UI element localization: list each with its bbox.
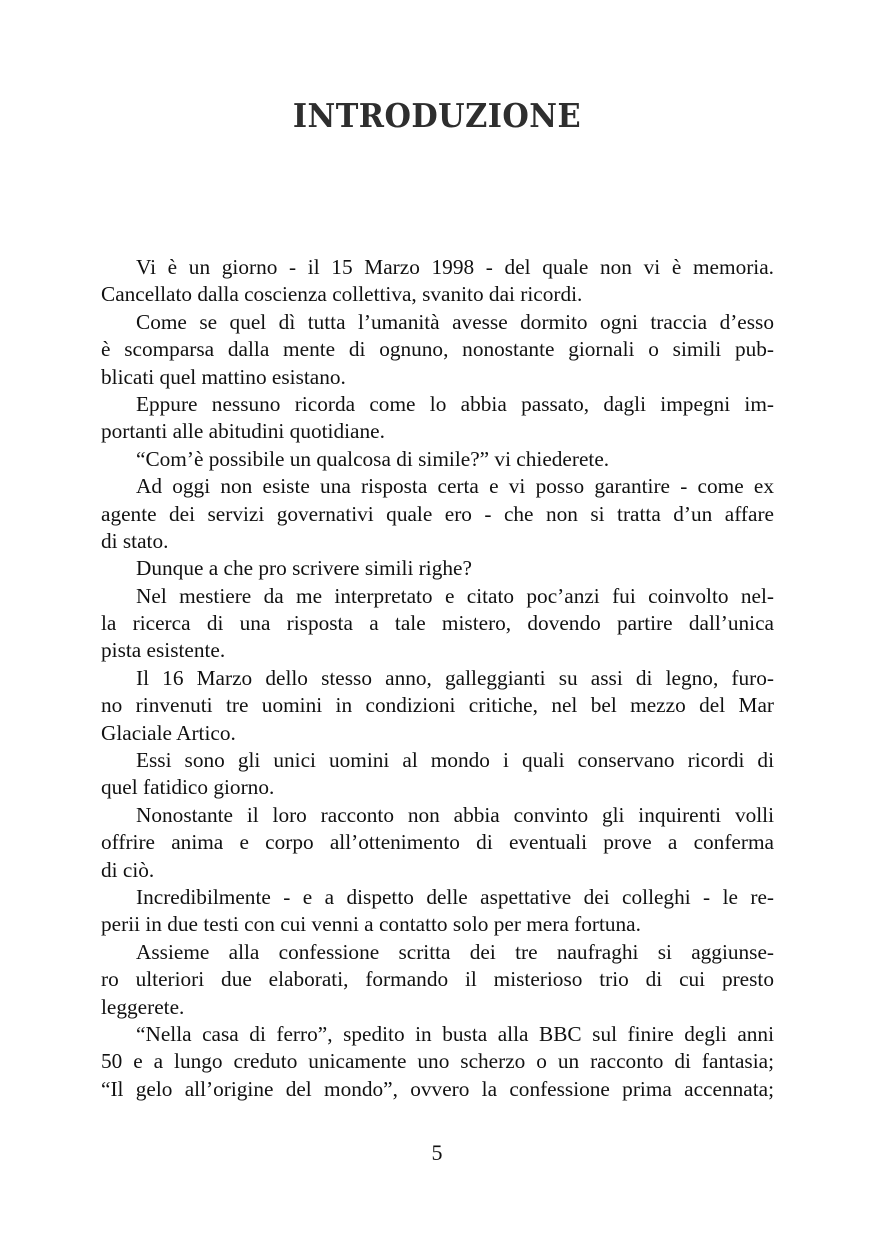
text-line: Ad oggi non esiste una risposta certa e vi posso garantire - come ex [136, 474, 774, 499]
text-line: quel fatidico giorno. [101, 775, 275, 800]
text-line: offrire anima e corpo all’ottenimento di eventuali prove a conferma [101, 830, 774, 855]
text-line: ro ulteriori due elaborati, formando il misterioso trio di cui presto [101, 967, 774, 992]
text-line: di stato. [101, 528, 169, 553]
chapter-title: INTRODUZIONE [292, 96, 582, 135]
text-line: no rinvenuti tre uomini in condizioni critiche, nel bel mezzo del Mar [101, 693, 774, 718]
text-line: Essi sono gli unici uomini al mondo i quali conservano ricordi di [136, 748, 774, 773]
text-line: Eppure nessuno ricorda come lo abbia passato, dagli impegni im- [136, 391, 774, 416]
text-line: blicati quel mattino esistano. [101, 364, 346, 389]
text-line: Nel mestiere da me interpretato e citato poc’anzi fui coinvolto nel- [136, 583, 774, 608]
text-line: Assieme alla confessione scritta dei tre naufraghi si aggiunse- [136, 939, 774, 964]
text-line: “Nella casa di ferro”, spedito in busta alla BBC sul finire degli anni [136, 1021, 774, 1046]
text-line: Glaciale Artico. [101, 720, 236, 745]
text-line: Vi è un giorno - il 15 Marzo 1998 - del quale non vi è memoria. [136, 255, 774, 279]
text-line: Come se quel dì tutta l’umanità avesse dormito ogni traccia d’esso [136, 309, 774, 334]
text-line: di ciò. [101, 857, 155, 882]
text-line: Dunque a che pro scrivere simili righe? [136, 556, 472, 581]
text-line: “Il gelo all’origine del mondo”, ovvero la confessione prima accennata; [101, 1076, 774, 1101]
text-line: “Com’è possibile un qualcosa di simile?” vi chiederete. [136, 446, 610, 471]
text-line: è scomparsa dalla mente di ognuno, nonostante giornali o simili pub- [101, 337, 774, 362]
text-line: leggerete. [101, 994, 185, 1019]
text-line: portanti alle abitudini quotidiane. [101, 419, 385, 444]
text-line: Nonostante il loro racconto non abbia convinto gli inquirenti volli [136, 802, 774, 827]
text-line: la ricerca di una risposta a tale mistero, dovendo partire dall’unica [101, 611, 774, 636]
text-line: pista esistente. [101, 638, 226, 663]
text-line: Incredibilmente - e a dispetto delle aspettative dei colleghi - le re- [136, 884, 774, 909]
page-number: 5 [431, 1140, 443, 1165]
text-line: Il 16 Marzo dello stesso anno, galleggianti su assi di legno, furo- [136, 665, 774, 690]
text-line: perii in due testi con cui venni a contatto solo per mera fortuna. [101, 912, 641, 937]
text-line: agente dei servizi governativi quale ero - che non si tratta d’un affare [101, 501, 774, 526]
body-text [101, 254, 774, 1103]
text-line: 50 e a lungo creduto unicamente uno scherzo o un racconto di fantasia; [101, 1049, 774, 1074]
text-line: Cancellato dalla coscienza collettiva, svanito dai ricordi. [101, 282, 583, 307]
